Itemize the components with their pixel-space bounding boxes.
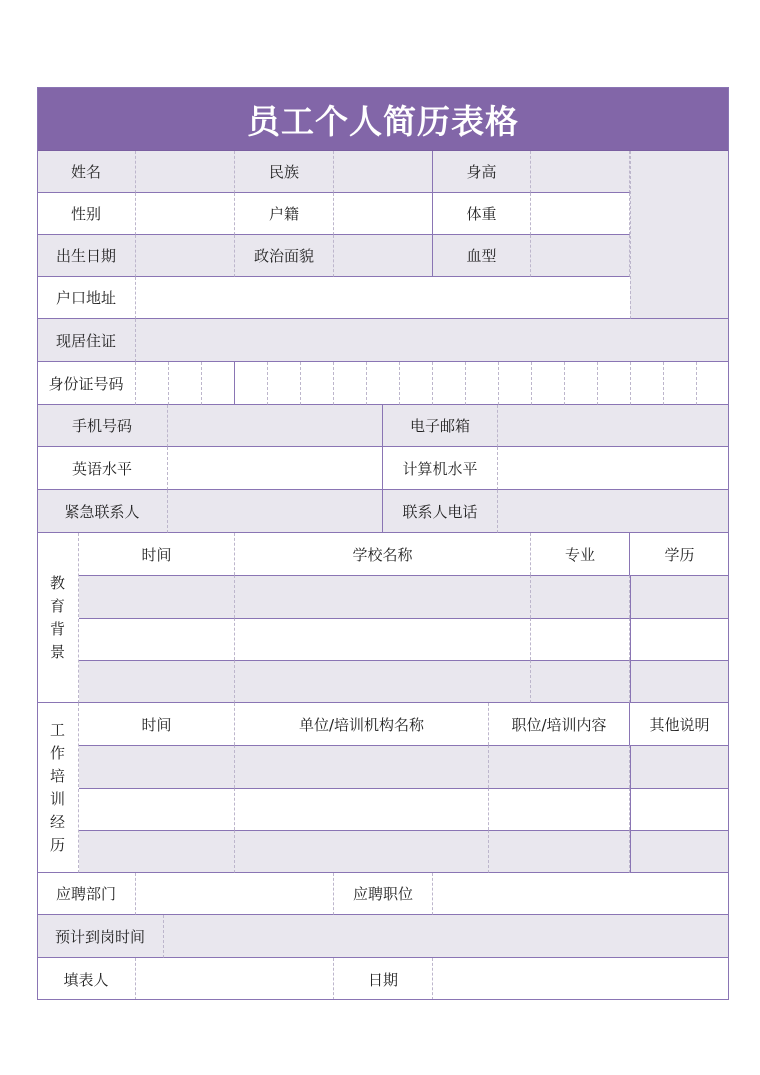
input-emergency[interactable] [168, 490, 383, 533]
id-digit-box[interactable] [631, 362, 664, 405]
edu-header-time: 时间 [79, 533, 235, 575]
label-filler: 填表人 [37, 958, 136, 1000]
input-residence[interactable] [136, 319, 729, 362]
id-digit-box[interactable] [301, 362, 334, 405]
label-date: 日期 [334, 958, 433, 1000]
edu-header-school: 学校名称 [235, 533, 531, 575]
input-department[interactable] [136, 873, 334, 915]
work-cell[interactable] [630, 788, 729, 830]
label-hukou: 户籍 [235, 193, 334, 235]
id-digit-box[interactable] [202, 362, 235, 405]
id-digit-box[interactable] [169, 362, 202, 405]
label-residence: 现居住证 [37, 319, 136, 362]
form-title: 员工个人简历表格 [37, 87, 729, 151]
work-header-notes: 其他说明 [630, 703, 729, 745]
education-section-label [37, 533, 79, 703]
label-contact-phone: 联系人电话 [383, 490, 498, 533]
label-name: 姓名 [37, 151, 136, 193]
work-header-org: 单位/培训机构名称 [235, 703, 489, 745]
input-mobile[interactable] [168, 405, 383, 447]
work-cell[interactable] [630, 830, 729, 873]
id-digit-box[interactable] [532, 362, 565, 405]
edu-cell[interactable] [79, 618, 235, 660]
label-height: 身高 [433, 151, 531, 193]
edu-cell[interactable] [531, 575, 630, 618]
label-gender: 性别 [37, 193, 136, 235]
edu-cell[interactable] [235, 575, 531, 618]
label-english: 英语水平 [37, 447, 168, 490]
input-filler[interactable] [136, 958, 334, 1000]
work-cell[interactable] [489, 830, 630, 873]
label-hukou-address: 户口地址 [37, 277, 136, 319]
id-digit-box[interactable] [268, 362, 301, 405]
edu-cell[interactable] [79, 575, 235, 618]
id-digit-box[interactable] [367, 362, 400, 405]
id-digit-box[interactable] [499, 362, 532, 405]
input-gender[interactable] [136, 193, 235, 235]
id-digit-box[interactable] [334, 362, 367, 405]
label-mobile: 手机号码 [37, 405, 168, 447]
work-section-text: 工 作 培 训 经 历 [49, 720, 65, 854]
input-ethnicity[interactable] [334, 151, 433, 193]
work-cell[interactable] [630, 745, 729, 788]
work-cell[interactable] [79, 745, 235, 788]
edu-cell[interactable] [235, 618, 531, 660]
work-cell[interactable] [235, 745, 489, 788]
education-section-text: 教 育 背 景 [49, 573, 65, 661]
label-department: 应聘部门 [37, 873, 136, 915]
edu-cell[interactable] [630, 618, 729, 660]
id-digit-box[interactable] [136, 362, 169, 405]
id-digit-box[interactable] [466, 362, 499, 405]
edu-cell[interactable] [630, 660, 729, 703]
input-birth[interactable] [136, 235, 235, 277]
input-hukou-address[interactable] [136, 277, 630, 319]
input-english[interactable] [168, 447, 383, 490]
label-weight: 体重 [433, 193, 531, 235]
id-digit-box[interactable] [598, 362, 631, 405]
input-politics[interactable] [334, 235, 433, 277]
input-name[interactable] [136, 151, 235, 193]
label-emergency: 紧急联系人 [37, 490, 168, 533]
input-height[interactable] [531, 151, 630, 193]
id-digit-box[interactable] [697, 362, 729, 405]
edu-cell[interactable] [531, 618, 630, 660]
work-section-label [37, 703, 79, 873]
label-id-number: 身份证号码 [37, 362, 136, 405]
input-email[interactable] [498, 405, 729, 447]
input-blood[interactable] [531, 235, 630, 277]
input-weight[interactable] [531, 193, 630, 235]
id-digit-box[interactable] [433, 362, 466, 405]
input-date[interactable] [433, 958, 729, 1000]
work-header-time: 时间 [79, 703, 235, 745]
id-digit-box[interactable] [664, 362, 697, 405]
input-contact-phone[interactable] [498, 490, 729, 533]
work-cell[interactable] [489, 788, 630, 830]
id-digit-box[interactable] [235, 362, 268, 405]
input-hukou[interactable] [334, 193, 433, 235]
edu-cell[interactable] [79, 660, 235, 703]
label-arrival: 预计到岗时间 [37, 915, 164, 958]
label-blood: 血型 [433, 235, 531, 277]
label-birth: 出生日期 [37, 235, 136, 277]
edu-cell[interactable] [531, 660, 630, 703]
edu-header-major: 专业 [531, 533, 630, 575]
work-cell[interactable] [235, 788, 489, 830]
label-computer: 计算机水平 [383, 447, 498, 490]
id-digit-box[interactable] [565, 362, 598, 405]
label-politics: 政治面貌 [235, 235, 334, 277]
input-position[interactable] [433, 873, 729, 915]
label-email: 电子邮箱 [383, 405, 498, 447]
id-digit-box[interactable] [400, 362, 433, 405]
input-arrival[interactable] [164, 915, 729, 958]
work-cell[interactable] [79, 830, 235, 873]
input-computer[interactable] [498, 447, 729, 490]
edu-header-degree: 学历 [630, 533, 729, 575]
resume-form [37, 87, 729, 1000]
photo-area[interactable] [630, 151, 729, 319]
edu-cell[interactable] [235, 660, 531, 703]
work-header-role: 职位/培训内容 [489, 703, 630, 745]
work-cell[interactable] [79, 788, 235, 830]
label-ethnicity: 民族 [235, 151, 334, 193]
work-cell[interactable] [235, 830, 489, 873]
work-cell[interactable] [489, 745, 630, 788]
label-position: 应聘职位 [334, 873, 433, 915]
edu-cell[interactable] [630, 575, 729, 618]
